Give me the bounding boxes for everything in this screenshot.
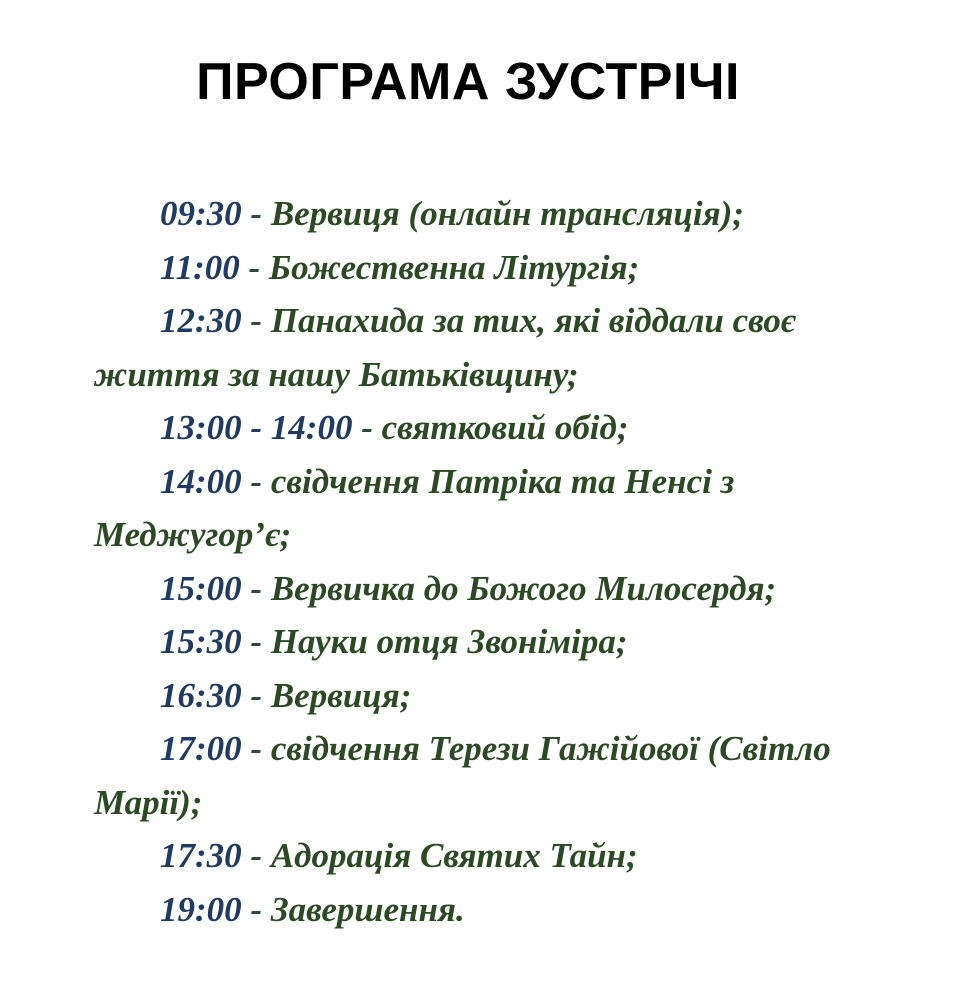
schedule-time: 15:30 (160, 622, 242, 661)
schedule-separator: - (241, 194, 271, 233)
schedule-separator: - (241, 461, 271, 501)
schedule-item (94, 562, 914, 616)
schedule-time: 09:30 (160, 194, 242, 233)
schedule-description: Завершення. (270, 889, 465, 929)
schedule-item (94, 187, 914, 241)
schedule-separator: - (352, 408, 382, 447)
schedule-time: 14:00 (160, 461, 242, 501)
schedule-description: святковий обід; (381, 408, 629, 447)
schedule-separator: - (241, 301, 271, 340)
schedule-item (94, 829, 914, 883)
schedule-item (94, 401, 914, 455)
schedule-item (94, 883, 914, 937)
schedule-description: Божественна Літургія; (268, 247, 640, 287)
schedule-time: 17:00 (160, 729, 242, 768)
page-title: ПРОГРАМА ЗУСТРІЧІ (196, 53, 740, 111)
schedule-separator: - (239, 247, 269, 287)
schedule-item (94, 615, 914, 669)
schedule-separator: - (241, 889, 271, 929)
schedule-time: 11:00 (160, 247, 240, 287)
schedule-description: Вервиця; (270, 675, 412, 715)
schedule-separator: - (241, 836, 271, 875)
schedule-description: свідчення Патріка та Ненсі з Меджугор’є; (94, 461, 735, 554)
schedule-item (94, 722, 914, 829)
schedule-description: Вервиця (онлайн трансляція); (270, 194, 744, 233)
schedule-time: 15:00 (160, 568, 242, 608)
schedule-separator: - (241, 675, 271, 715)
schedule-separator: - (241, 622, 271, 661)
schedule-time: 17:30 (160, 836, 242, 875)
schedule-item (94, 455, 914, 562)
schedule-separator: - (241, 729, 271, 768)
schedule-item (94, 669, 914, 723)
schedule-item (94, 241, 914, 295)
schedule-list (94, 187, 914, 936)
schedule-time: 12:30 (160, 301, 242, 340)
schedule-description: Вервичка до Божого Милосердя; (270, 568, 777, 608)
schedule-time: 16:30 (160, 675, 242, 715)
schedule-description: свідчення Терези Гажійової (Світло Марії); (94, 729, 831, 822)
schedule-item (94, 294, 914, 401)
schedule-description: Науки отця Звоніміра; (270, 622, 628, 661)
schedule-time: 19:00 (160, 889, 242, 929)
schedule-description: Адорація Святих Тайн; (270, 836, 638, 875)
schedule-time: 13:00 - 14:00 (160, 408, 353, 447)
schedule-separator: - (241, 568, 271, 608)
schedule-description: Панахида за тих, які віддали своє життя за нашу Батьківщину; (94, 301, 796, 394)
